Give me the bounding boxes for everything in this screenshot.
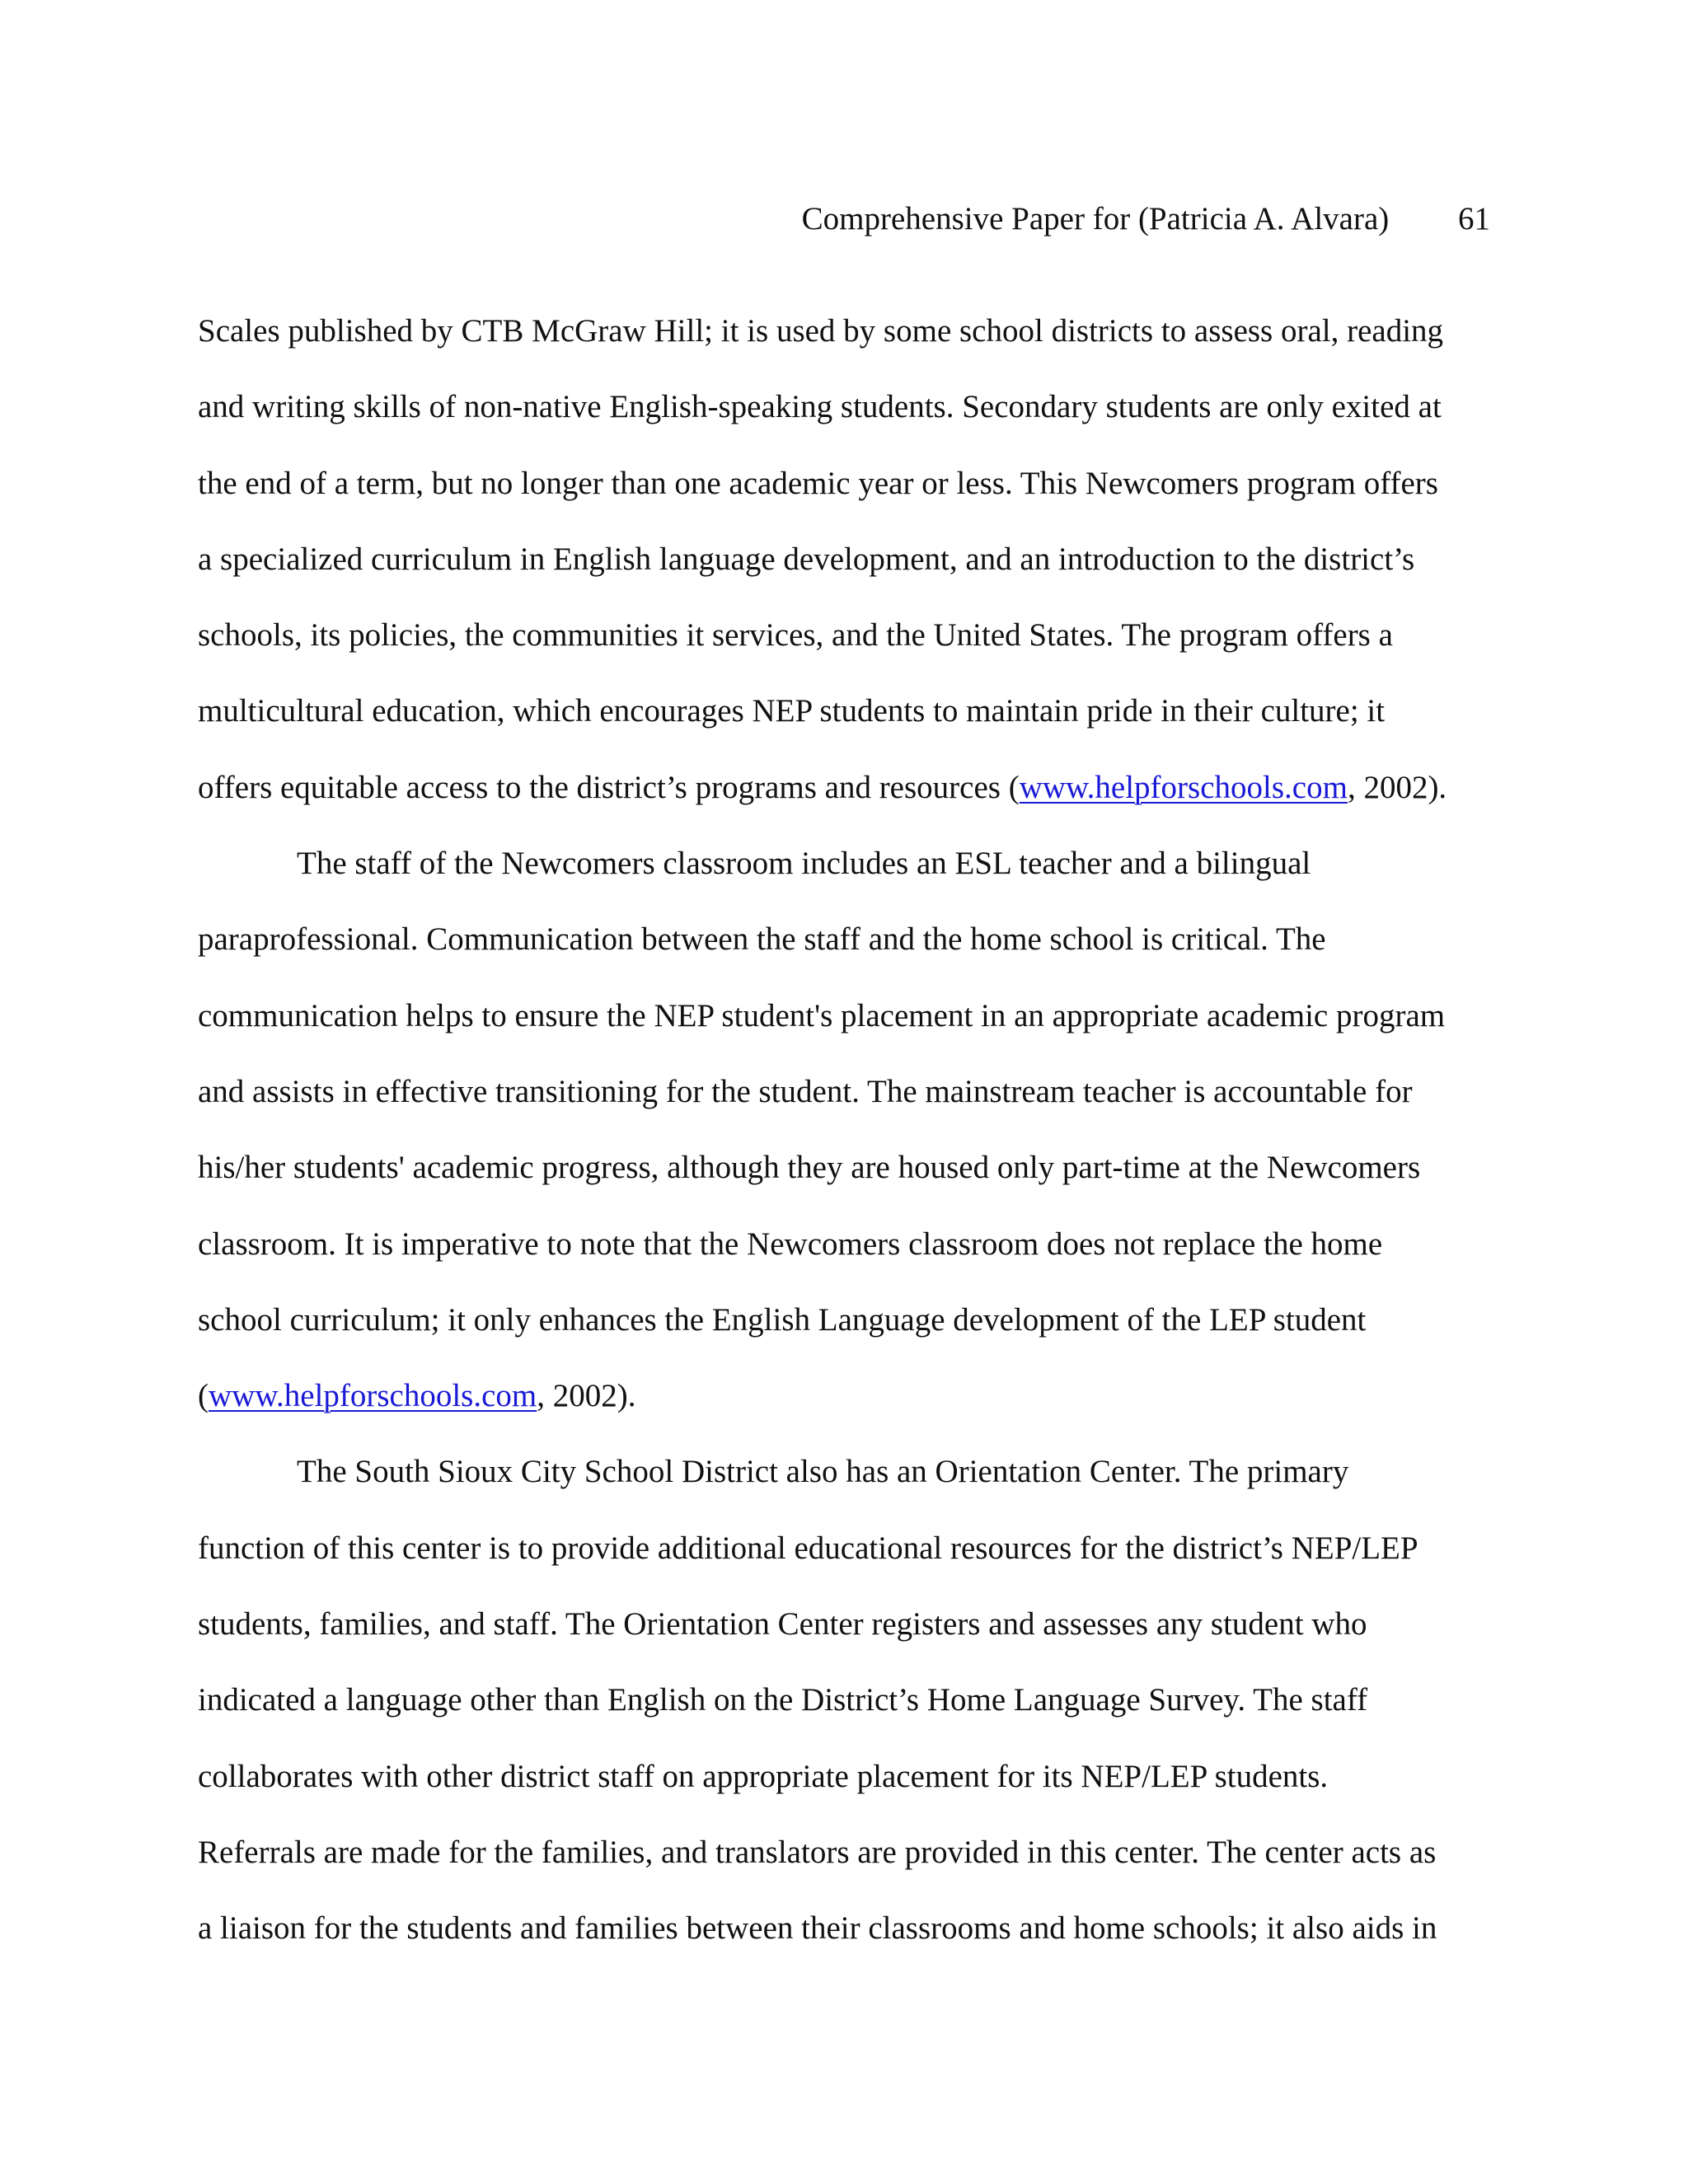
running-title: Comprehensive Paper for (Patricia A. Alvara) bbox=[801, 201, 1390, 237]
text-line: and assists in effective transitioning for the student. The mainstream teacher is accountable for bbox=[198, 1073, 1413, 1109]
text-fragment: offers equitable access to the district’s programs and resources ( bbox=[198, 769, 1020, 805]
text-line: school curriculum; it only enhances the English Language development of the LEP student bbox=[198, 1301, 1367, 1338]
text-line: function of this center is to provide additional educational resources for the district’s NEP/LEP bbox=[198, 1530, 1418, 1566]
text-line: classroom. It is imperative to note that the Newcomers classroom does not replace the home bbox=[198, 1226, 1383, 1262]
text-line: his/her students' academic progress, although they are housed only part-time at the Newcomers bbox=[198, 1150, 1421, 1186]
text-line: and writing skills of non-native English-speaking students. Secondary students are only exited at bbox=[198, 389, 1442, 425]
text-line: a liaison for the students and families between their classrooms and home schools; it also aids in bbox=[198, 1910, 1437, 1947]
paragraph-newcomers-staff bbox=[198, 826, 1490, 1434]
page-number: 61 bbox=[1458, 201, 1490, 237]
citation-link[interactable]: www.helpforschools.com bbox=[1019, 769, 1348, 805]
text-line: collaborates with other district staff on appropriate placement for its NEP/LEP students. bbox=[198, 1758, 1329, 1794]
text-line: Referrals are made for the families, and translators are provided in this center. The center acts as bbox=[198, 1834, 1437, 1870]
running-head bbox=[802, 196, 1490, 242]
body-text bbox=[198, 293, 1490, 1967]
text-line: paraprofessional. Communication between the staff and the home school is critical. The bbox=[198, 921, 1326, 958]
paragraph-newcomers-program bbox=[198, 293, 1490, 826]
paragraph-orientation-center bbox=[198, 1434, 1490, 1966]
text-line: The staff of the Newcomers classroom includes an ESL teacher and a bilingual bbox=[297, 846, 1311, 882]
text-line: schools, its policies, the communities it services, and the United States. The program offers a bbox=[198, 617, 1393, 654]
text-line: a specialized curriculum in English language development, and an introduction to the district’s bbox=[198, 541, 1415, 577]
text-line bbox=[198, 1358, 1490, 1434]
text-fragment: ( bbox=[198, 1378, 209, 1414]
text-line: communication helps to ensure the NEP student's placement in an appropriate academic program bbox=[198, 997, 1446, 1033]
text-line bbox=[198, 750, 1490, 826]
text-fragment: , 2002). bbox=[1347, 769, 1447, 805]
text-line: students, families, and staff. The Orientation Center registers and assesses any student who bbox=[198, 1606, 1367, 1643]
text-line: indicated a language other than English on the District’s Home Language Survey. The staff bbox=[198, 1682, 1368, 1718]
text-line: the end of a term, but no longer than one academic year or less. This Newcomers program offers bbox=[198, 465, 1438, 501]
citation-link[interactable]: www.helpforschools.com bbox=[209, 1378, 537, 1414]
text-line: Scales published by CTB McGraw Hill; it is used by some school districts to assess oral, reading bbox=[198, 313, 1444, 349]
text-line: multicultural education, which encourages NEP students to maintain pride in their culture; it bbox=[198, 693, 1386, 729]
text-line: The South Sioux City School District also has an Orientation Center. The primary bbox=[297, 1454, 1349, 1490]
text-fragment: , 2002). bbox=[537, 1378, 636, 1414]
